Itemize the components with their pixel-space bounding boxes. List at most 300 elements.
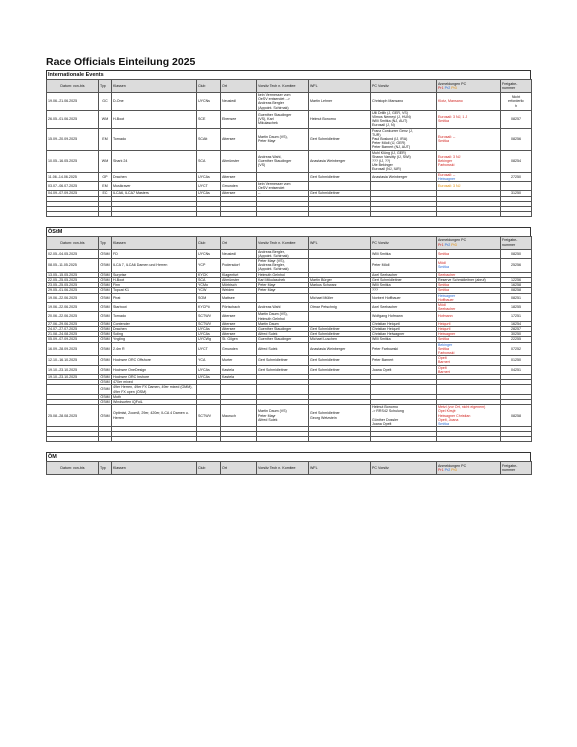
- empty-cell: [221, 211, 257, 216]
- cell-line: Christian Heiqurtl: [372, 326, 400, 331]
- cell-frei: [501, 342, 532, 356]
- column-header-label: Freigabe-nummer: [502, 238, 518, 247]
- cell-club: [197, 110, 221, 128]
- cell-line: Peter Barnert (NJ, AUT): [372, 145, 411, 150]
- cell-text: Neusiedl: [222, 251, 236, 256]
- cell-typ: [99, 394, 112, 399]
- cell-wfl: [309, 342, 371, 356]
- cell-text: St. Gilgen: [222, 337, 238, 342]
- cell-line: Michael Luschen: [310, 337, 337, 342]
- column-header-anmeldung: [437, 236, 501, 249]
- cell-text: ÖStM: [100, 326, 110, 331]
- cell-text: Kastela: [222, 374, 234, 379]
- cell-club: [197, 405, 221, 427]
- pc-legend-pc2: Pr2: [444, 242, 451, 247]
- cell-anm: [437, 356, 501, 365]
- pc-entry: Smitka: [438, 139, 449, 144]
- column-header-label: Freigabe-nummer: [502, 463, 518, 473]
- cell-pc: [371, 249, 437, 258]
- cell-typ: [99, 385, 112, 394]
- pc-entry: Farbowski: [438, 163, 455, 168]
- cell-typ: [99, 249, 112, 258]
- table-row: [47, 172, 532, 181]
- cell-text: Finn: [113, 283, 120, 288]
- cell-typ: [99, 321, 112, 326]
- cell-text: YCW: [198, 288, 207, 293]
- pc-entry: Smitka: [438, 288, 449, 293]
- empty-row: [47, 211, 532, 216]
- cell-line: 16254: [511, 321, 521, 326]
- cell-pc: [371, 405, 437, 427]
- cell-pc: [371, 150, 437, 172]
- cell-pc: [371, 259, 437, 273]
- cell-text: SCTWV: [198, 413, 211, 418]
- cell-line: Christoph Mansano: [372, 99, 404, 104]
- cell-wfl: [309, 302, 371, 311]
- cell-text: 26.05.-01.06.2025: [48, 117, 78, 122]
- cell-text: H-Boot: [113, 117, 125, 122]
- cell-line: Peter Barnert: [372, 358, 394, 363]
- cell-line: Günther Dossler: [372, 417, 399, 422]
- cell-text: Attersee: [222, 321, 236, 326]
- cell-typ: [99, 326, 112, 331]
- cell-text: Attersee: [222, 174, 236, 179]
- cell-vorsitz: [257, 405, 309, 427]
- document-page: [46, 56, 531, 475]
- cell-text: Attersee: [222, 314, 236, 319]
- cell-text: 21.08.-24.08.2025: [48, 332, 78, 337]
- cell-text: 19.10.-23.10.2025: [48, 367, 78, 372]
- cell-anm: [437, 128, 501, 150]
- cell-frei: [501, 302, 532, 311]
- empty-cell: [309, 211, 371, 216]
- cell-text: KYCPö: [198, 305, 210, 309]
- pc-entry: Eurosail: --: [438, 134, 456, 139]
- cell-vorsitz: [257, 302, 309, 311]
- column-header-label: WFL: [310, 240, 318, 245]
- empty-cell: [112, 437, 197, 442]
- cell-ort: [221, 302, 257, 311]
- cell-club: [197, 259, 221, 273]
- cell-club: [197, 182, 221, 191]
- cell-line: Gert Schmidleitner: [310, 411, 340, 416]
- pc-entry: Opelt: [438, 365, 447, 370]
- cell-line: Alfred Sulek: [258, 417, 278, 422]
- cell-typ: [99, 302, 112, 311]
- cell-klassen: [112, 365, 197, 374]
- cell-vorsitz: [257, 182, 309, 191]
- column-header-anmeldung: [437, 80, 501, 93]
- empty-cell: [257, 437, 309, 442]
- cell-anm: [437, 293, 501, 302]
- cell-ort: [221, 182, 257, 191]
- cell-anm: [437, 182, 501, 191]
- cell-datum: [47, 172, 99, 181]
- table-row: [47, 249, 532, 258]
- cell-line: Gert Schmidleitner: [310, 191, 340, 196]
- cell-line: Karl Mikulaschek: [258, 277, 286, 282]
- cell-text: 02.05.-04.05.2025: [48, 251, 78, 256]
- cell-frei: [501, 312, 532, 321]
- cell-vorsitz: [257, 356, 309, 365]
- cell-text: 04.09.-07.09.2025: [48, 191, 78, 196]
- cell-datum: [47, 385, 99, 394]
- pc-legend-pc3: Pr3: [451, 242, 457, 247]
- cell-text: KYCK: [198, 272, 208, 277]
- column-header-label: Datum: von-bis: [60, 240, 85, 245]
- cell-text: Pörtschach: [222, 305, 240, 309]
- cell-datum: [47, 259, 99, 273]
- cell-text: Attersee: [222, 332, 236, 337]
- cell-line: Nicht: [511, 95, 521, 100]
- cell-line: Martin Daum: [258, 321, 279, 326]
- cell-line: Willi Smitka: [372, 283, 391, 288]
- pc-entry: Farbowski: [438, 350, 455, 355]
- cell-line: Norbert Hoffbauer: [372, 295, 401, 300]
- cell-text: UYCAs: [198, 191, 210, 196]
- cell-text: SOM: [198, 295, 207, 300]
- table-row: [47, 356, 532, 365]
- column-header-vorsitz: [257, 462, 309, 475]
- cell-club: [197, 302, 221, 311]
- cell-text: Topcat K1: [113, 288, 129, 293]
- cell-text: Mattsee: [222, 295, 235, 300]
- cell-text: UYCAs: [198, 174, 210, 179]
- cell-wfl: [309, 182, 371, 191]
- cell-line: Helmuth Gelnhol: [258, 272, 285, 277]
- cell-text: 49er Herren, 49er FX Damen, 49er mixed (OMM), 49er FX open (ÖSM): [113, 385, 193, 394]
- cell-anm: [437, 405, 501, 427]
- cell-line: 17251: [511, 314, 521, 319]
- column-header-ort: [221, 80, 257, 93]
- cell-datum: [47, 93, 99, 111]
- column-header-label: PC Vorsitz: [372, 83, 389, 88]
- column-header-wfl: [309, 80, 371, 93]
- cell-line: Ulli Drillh (J, GER, VS): [372, 110, 408, 115]
- cell-line: Gert Schmidleitner: [258, 367, 288, 372]
- cell-text: 08.05.-11.05.2025: [48, 263, 77, 268]
- cell-text: ÖStM: [100, 358, 110, 363]
- cell-club: [197, 342, 221, 356]
- empty-cell: [309, 437, 371, 442]
- cell-vorsitz: [257, 312, 309, 321]
- cell-line: 18255: [511, 305, 521, 309]
- cell-line: (Appoint. Schirnak): [258, 105, 289, 110]
- cell-text: Gmunden: [222, 184, 238, 189]
- cell-pc: [371, 110, 437, 128]
- column-header-label: Typ: [100, 466, 106, 471]
- cell-datum: [47, 249, 99, 258]
- column-header-label: Ort: [222, 83, 227, 88]
- table-row: [47, 302, 532, 311]
- cell-text: 23.05.-25.05.2025: [48, 283, 78, 288]
- cell-vorsitz: [257, 249, 309, 258]
- cell-line: Shawn Varsitty (IJ, SWI): [372, 154, 411, 159]
- cell-wfl: [309, 150, 371, 172]
- cell-text: 03.07.-06.07.2025: [48, 184, 78, 189]
- cell-text: FD: [113, 251, 118, 256]
- cell-text: 15.09.-20.09.2025: [48, 137, 78, 142]
- cell-anm: [437, 365, 501, 374]
- cell-text: YCP: [198, 263, 206, 268]
- cell-text: 27.06.-29.06.2025: [48, 321, 78, 326]
- column-header-datum: [47, 236, 99, 249]
- cell-typ: [99, 288, 112, 293]
- cell-text: Mörbisch: [222, 283, 237, 288]
- cell-line: 08258: [511, 288, 521, 293]
- cell-club: [197, 385, 221, 394]
- cell-line: Peter Mayr (VS),: [258, 259, 285, 264]
- table-row: [47, 93, 532, 111]
- cell-text: ÖStM: [100, 288, 110, 293]
- cell-text: 25.08.-28.08.2025: [48, 413, 78, 418]
- cell-text: UYCAs: [198, 332, 210, 337]
- cell-line: Peter Mayr: [258, 288, 276, 293]
- cell-line: Helmut Bonorno: [310, 117, 336, 122]
- cell-datum: [47, 342, 99, 356]
- pc-entry: Opel Kirsjé: [438, 409, 456, 414]
- cell-club: [197, 249, 221, 258]
- pc-legend-pc2: Pr2: [444, 86, 451, 90]
- cell-text: ÖStM: [100, 321, 110, 326]
- cell-typ: [99, 272, 112, 277]
- cell-club: [197, 356, 221, 365]
- cell-text: Mauruch: [222, 413, 236, 418]
- cell-line: Eurosail (J, N): [372, 123, 395, 128]
- cell-line: 27250: [511, 174, 521, 179]
- cell-club: [197, 150, 221, 172]
- cell-line: 04251: [511, 367, 521, 372]
- cell-line: Andreas Wahl,: [258, 154, 282, 159]
- column-header-typ: [99, 462, 112, 475]
- table-row: [47, 150, 532, 172]
- cell-text: EM: [102, 137, 108, 142]
- cell-line: Vilmos Nemeyi (J, HUN): [372, 115, 411, 120]
- cell-klassen: [112, 182, 197, 191]
- cell-anm: [437, 385, 501, 394]
- column-header-club: [197, 80, 221, 93]
- column-header-label: WFL: [310, 83, 318, 88]
- section-title: ÖM: [46, 452, 531, 461]
- empty-cell: [221, 437, 257, 442]
- pc-entry: Smitka: [438, 283, 449, 288]
- cell-line: Gert Schmidleitner: [310, 358, 340, 363]
- section-gap: [46, 442, 531, 452]
- cell-line: Gert Schmidleitner: [310, 367, 340, 372]
- empty-cell: [197, 437, 221, 442]
- column-header-label: Club: [198, 83, 206, 88]
- cell-anm: [437, 312, 501, 321]
- cell-klassen: [112, 128, 197, 150]
- cell-typ: [99, 93, 112, 111]
- cell-line: Ute Bekinger: [372, 163, 393, 168]
- cell-frei: [501, 293, 532, 302]
- column-header-label: Club: [198, 240, 206, 245]
- cell-line: Martin Bürger: [310, 277, 332, 282]
- cell-line: Muhl Klüng (IJ, GER): [372, 150, 406, 155]
- cell-vorsitz: [257, 293, 309, 302]
- cell-line: Martin Daum (VS),: [258, 312, 288, 317]
- cell-ort: [221, 365, 257, 374]
- cell-line: OeSV entsendet -->: [258, 97, 290, 102]
- cell-frei: [501, 385, 532, 394]
- cell-line: Markus Schwarz: [310, 283, 337, 288]
- cell-text: EC: [102, 191, 108, 196]
- empty-cell: [47, 437, 99, 442]
- cell-pc: [371, 182, 437, 191]
- cell-vorsitz: [257, 365, 309, 374]
- pc-entry: Smitka: [438, 421, 449, 426]
- cell-line: (Appoint. Schirnak): [258, 253, 289, 258]
- cell-line: Axel Seebacher: [372, 305, 398, 309]
- column-header-klassen: [112, 80, 197, 93]
- cell-line: Martin Lehner: [310, 99, 333, 104]
- cell-text: 19.06.-22.06.2025: [48, 295, 78, 300]
- cell-pc: [371, 365, 437, 374]
- cell-text: ÖStM: [100, 337, 110, 342]
- cell-wfl: [309, 312, 371, 321]
- cell-text: ÖStM: [100, 367, 110, 372]
- column-header-label: Vorsitz Tech n. Komitee: [258, 240, 296, 245]
- cell-text: 10.05.-16.05.2025: [48, 159, 78, 164]
- pc-entry: Smitka: [438, 119, 449, 124]
- cell-text: Klagenfurt: [222, 272, 239, 277]
- cell-line: Anastasia Weinberger: [372, 174, 408, 179]
- cell-frei: [501, 128, 532, 150]
- empty-cell: [112, 211, 197, 216]
- cell-club: [197, 365, 221, 374]
- empty-cell: [197, 211, 221, 216]
- cell-klassen: [112, 342, 197, 356]
- cell-ort: [221, 249, 257, 258]
- cell-text: Optimist, Zoom8, 29er, 420er, ILCA 4 Damen u. Herren: [113, 411, 189, 420]
- cell-typ: [99, 150, 112, 172]
- cell-club: [197, 312, 221, 321]
- column-header-club: [197, 236, 221, 249]
- cell-line: Guenther Staudinger: [258, 112, 292, 117]
- cell-text: EM: [102, 184, 108, 189]
- cell-club: [197, 293, 221, 302]
- header-row: [47, 236, 532, 249]
- column-header-pc: [371, 462, 437, 475]
- cell-text: YCA: [198, 358, 206, 363]
- cell-line: Helmut Bonorno: [372, 405, 398, 410]
- cell-klassen: [112, 249, 197, 258]
- pc-entry: Smitka: [438, 337, 449, 342]
- cell-line: erforderlic: [508, 99, 524, 104]
- cell-text: 470er mixed: [113, 380, 133, 385]
- cell-typ: [99, 283, 112, 288]
- column-header-label: Anmeldungen PC: [438, 463, 467, 468]
- cell-line: Anastasia Weinberger: [310, 346, 346, 351]
- cell-anm: [437, 249, 501, 258]
- cell-vorsitz: [257, 259, 309, 273]
- cell-text: SCAtt: [198, 137, 208, 142]
- pc-legend-pc3: Pr3: [451, 86, 457, 90]
- cell-text: 19.10.-23.10.2025: [48, 374, 78, 379]
- empty-cell: [371, 437, 437, 442]
- cell-line: 12256: [511, 277, 521, 282]
- cell-pc: [371, 302, 437, 311]
- cell-text: ÖStM: [100, 413, 110, 418]
- empty-cell: [371, 211, 437, 216]
- cell-text: Weiden: [222, 288, 235, 293]
- cell-text: Altmünster: [222, 159, 240, 164]
- cell-line: Peter Mödl: [372, 263, 390, 268]
- pc-legend-pc1: Pr1: [438, 242, 444, 247]
- pc-legend-pc3: Pr3: [451, 468, 457, 473]
- pc-legend: [438, 243, 457, 247]
- column-header-label: Datum: von-bis: [60, 466, 85, 471]
- cell-wfl: [309, 293, 371, 302]
- cell-vorsitz: [257, 110, 309, 128]
- cell-line: 30250: [511, 332, 521, 337]
- cell-line: Georg Wetzstein: [310, 415, 337, 420]
- empty-row: [47, 437, 532, 442]
- column-header-label: Club: [198, 466, 206, 471]
- cell-text: Drachen: [113, 326, 127, 331]
- cell-text: 16.09.-28.09.2025: [48, 346, 78, 351]
- column-header-club: [197, 462, 221, 475]
- cell-text: 05.09.-07.09.2025: [48, 337, 78, 342]
- cell-anm: [437, 172, 501, 181]
- cell-line: Alfred Sulek: [258, 346, 278, 351]
- cell-text: Neusiedl: [222, 99, 236, 104]
- cell-line: Guenther Staudinger: [258, 159, 292, 164]
- pc-entry: Heiwagner: [438, 176, 456, 181]
- cell-ort: [221, 259, 257, 273]
- cell-text: YCMo: [198, 283, 208, 288]
- cell-text: Altmünster: [222, 277, 240, 282]
- pc-entry: Barnert: [438, 369, 450, 374]
- column-header-label: Anmeldungen PC: [438, 238, 467, 243]
- cell-vorsitz: [257, 172, 309, 181]
- cell-wfl: [309, 259, 371, 273]
- cell-text: SCTWV: [198, 314, 211, 319]
- column-header-vorsitz: [257, 80, 309, 93]
- column-header-vorsitz: [257, 236, 309, 249]
- cell-klassen: [112, 312, 197, 321]
- cell-line: ???: [372, 288, 378, 293]
- table-row: [47, 128, 532, 150]
- column-header-ort: [221, 236, 257, 249]
- pc-entry: Hoffbauer: [438, 297, 454, 302]
- column-header-datum: [47, 80, 99, 93]
- page-title: Race Officials Einteilung 2025: [46, 56, 196, 68]
- cell-line: ??? (IJ, ??): [372, 159, 391, 164]
- cell-pc: [371, 172, 437, 181]
- cell-frei: [501, 249, 532, 258]
- cell-frei: [501, 150, 532, 172]
- column-header-label: Klassen: [113, 466, 126, 471]
- cell-text: SCE: [198, 117, 206, 122]
- cell-ort: [221, 110, 257, 128]
- pc-entry: Bekinger: [438, 159, 453, 164]
- column-header-freigabe: [501, 462, 532, 475]
- cell-datum: [47, 293, 99, 302]
- table-row: [47, 259, 532, 273]
- cell-line: Willi Smitka (NJ, AUT): [372, 119, 408, 124]
- empty-cell: [99, 211, 112, 216]
- cell-typ: [99, 110, 112, 128]
- events-table: [46, 461, 532, 475]
- cell-frei: [501, 182, 532, 191]
- column-header-label: Typ: [100, 240, 106, 245]
- cell-ort: [221, 150, 257, 172]
- pc-entry: Smitka: [438, 346, 449, 351]
- cell-line: 16258: [511, 283, 521, 288]
- cell-typ: [99, 405, 112, 427]
